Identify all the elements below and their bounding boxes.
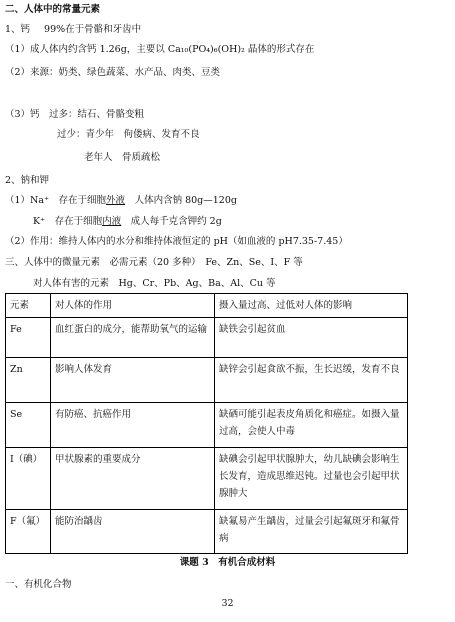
- section-title-organic-compounds: 一、有机化合物: [5, 579, 72, 590]
- sodium-location-underlined: 外液: [106, 195, 126, 206]
- table-cell-element: Fe: [6, 318, 51, 358]
- potassium-line-end: 成人每千克含钾约 2g: [121, 216, 222, 227]
- table-cell-role: 能防治龋齿: [51, 510, 215, 554]
- table-header-role: 对人体的作用: [51, 294, 215, 318]
- topic-title: 课题 3 有机合成材料: [179, 557, 276, 568]
- page-number: 32: [221, 598, 234, 609]
- table-row: [6, 448, 408, 510]
- calcium-excess-line: （3）钙 过多：结石、骨骼变粗: [5, 109, 145, 120]
- calcium-deficiency-youth-line: 过少：青少年 佝偻病、发育不良: [57, 129, 200, 140]
- table-cell-role: 影响人体发育: [51, 358, 215, 403]
- calcium-deficiency-elderly-line: 老年人 骨质疏松: [84, 152, 161, 163]
- table-header-row: [6, 294, 408, 318]
- potassium-line-start: K⁺ 存在于细胞: [33, 216, 103, 227]
- table-row: [6, 358, 408, 403]
- table-cell-element: Se: [6, 403, 51, 448]
- table-cell-effect: 缺硒可能引起表皮角质化和癌症。如摄入量过高，会使人中毒: [215, 403, 408, 448]
- harmful-elements-line: 对人体有害的元素 Hg、Cr、Pb、Ag、Ba、Al、Cu 等: [33, 278, 276, 289]
- table-header-element: 元素: [6, 294, 51, 318]
- calcium-source-line: （2）来源：奶类、绿色蔬菜、水产品、肉类、豆类: [5, 67, 221, 78]
- table-cell-effect: 缺锌会引起食欲不振，生长迟缓，发育不良: [215, 358, 408, 403]
- table-cell-element: I（碘）: [6, 448, 51, 510]
- sodium-potassium-heading: 2、钠和钾: [5, 175, 50, 186]
- table-cell-effect: 缺碘会引起甲状腺肿大，幼儿缺碘会影响生长发育，造成思维迟钝。过量也会引起甲状腺肿大: [215, 448, 408, 510]
- table-cell-effect: 缺铁会引起贫血: [215, 318, 408, 358]
- calcium-content-line: （1）成人体内约含钙 1.26g，主要以 Ca₁₀(PO₄)₆(OH)₂ 晶体的形式存在: [5, 44, 315, 55]
- table-row: [6, 403, 408, 448]
- table-cell-effect: 缺氟易产生龋齿，过量会引起氟斑牙和氟骨病: [215, 510, 408, 554]
- trace-elements-table: [5, 293, 408, 554]
- calcium-heading-label: 1、钙: [5, 24, 31, 35]
- sodium-potassium-role-line: （2）作用：维持人体内的水分和维持体液恒定的 pH（如血液的 pH7.35-7.45）: [5, 236, 348, 247]
- sodium-line-end: 人体内含钠 80g—120g: [125, 195, 237, 206]
- table-cell-element: Zn: [6, 358, 51, 403]
- table-cell-role: 血红蛋白的成分，能帮助氧气的运输: [51, 318, 215, 358]
- calcium-heading: [5, 24, 141, 36]
- table-cell-role: 有防癌、抗癌作用: [51, 403, 215, 448]
- section-title-trace-elements: 三、人体中的微量元素 必需元素（20 多种） Fe、Zn、Se、I、F 等: [5, 257, 303, 268]
- table-cell-role: 甲状腺素的重要成分: [51, 448, 215, 510]
- sodium-line: [5, 195, 237, 207]
- potassium-location-underlined: 内液: [102, 216, 122, 227]
- section-title-constant-elements: 二、人体中的常量元素: [5, 4, 101, 15]
- table-cell-element: F（氟）: [6, 510, 51, 554]
- table-header-effect: 摄入量过高、过低对人体的影响: [215, 294, 408, 318]
- table-row: [6, 510, 408, 554]
- sodium-line-start: （1）Na⁺ 存在于细胞: [5, 195, 107, 206]
- potassium-line: [33, 216, 222, 228]
- calcium-distribution-note: 99%在于骨骼和牙齿中: [44, 24, 142, 35]
- table-row: [6, 318, 408, 358]
